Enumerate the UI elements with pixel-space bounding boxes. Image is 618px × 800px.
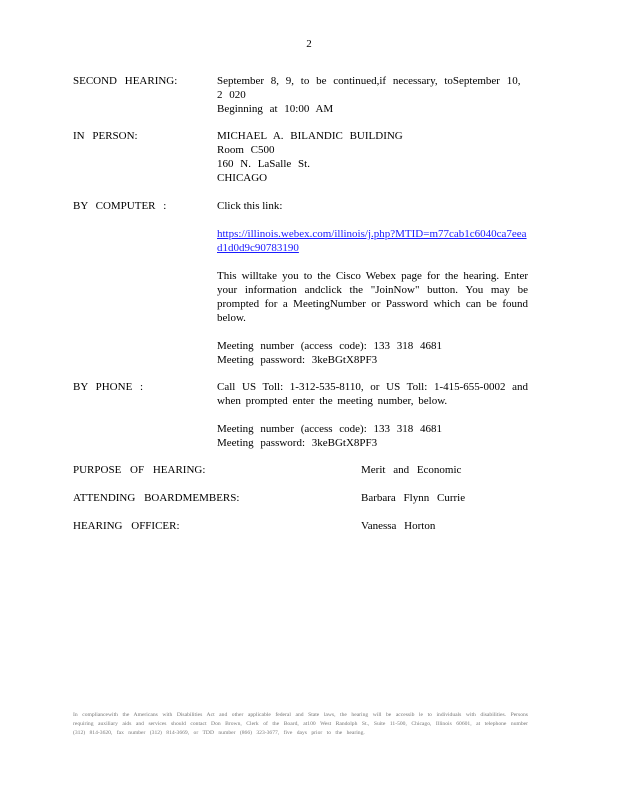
second-hearing-details	[217, 74, 528, 116]
street-address: 160 N. LaSalle St.	[217, 158, 310, 170]
phone-meeting-number: Meeting number (access code): 133 318 4681	[217, 423, 442, 435]
officer-value: Vanessa Horton	[361, 520, 436, 532]
click-link-intro: Click this link:	[217, 200, 283, 212]
webex-link[interactable]: https://illinois.webex.com/illinois/j.php?MTID=m77cab1c6040ca7eead1d0d9c90783190	[217, 228, 527, 254]
accessibility-notice: In compliancewith the Americans with Disabilities Act and other applicable federal and State laws, the hearing will be accessib le to individuals with disabilities. Persons requiring auxiliary aids and services should contact Don Brown, Clerk of the Board, at100 West Randolph St., Suite 11-500, Chicago, Illinois 60601, at telephone number (312) 814-3620, fax number (312) 814-3669, or TDD number (866) 323-3677, five days prior to the hearing.	[73, 712, 528, 736]
second-hearing-year: 2 020	[217, 89, 246, 101]
building-name: MICHAEL A. BILANDIC BUILDING	[217, 130, 403, 142]
phone-instructions: Call US Toll: 1-312-535-8110, or US Toll: 1-415-655-0002 and when prompted enter the meeting number, below.	[217, 381, 528, 407]
computer-meeting-number: Meeting number (access code): 133 318 4681	[217, 340, 442, 352]
in-person-address	[217, 129, 528, 185]
by-phone-label: BY PHONE :	[73, 381, 144, 393]
attending-value: Barbara Flynn Currie	[361, 492, 466, 504]
computer-meeting-password: Meeting password: 3keBGtX8PF3	[217, 354, 378, 366]
purpose-value: Merit and Economic	[361, 464, 462, 476]
by-computer-details	[217, 199, 528, 367]
attending-label: ATTENDING BOARDMEMBERS:	[73, 492, 240, 504]
second-hearing-start-time: Beginning at 10:00 AM	[217, 103, 334, 115]
computer-instructions: This willtake you to the Cisco Webex page for the hearing. Enter your information andclick the "JoinNow" button. You may be prompted for a MeetingNumber or Password which can be found below.	[217, 270, 528, 324]
second-hearing-dates: September 8, 9, to be continued,if necessary, toSeptember 10,	[217, 75, 521, 87]
room-number: Room C500	[217, 144, 275, 156]
phone-meeting-password: Meeting password: 3keBGtX8PF3	[217, 437, 378, 449]
purpose-label: PURPOSE OF HEARING:	[73, 464, 206, 476]
by-computer-label: BY COMPUTER :	[73, 200, 167, 212]
officer-label: HEARING OFFICER:	[73, 520, 180, 532]
second-hearing-label: SECOND HEARING:	[73, 75, 178, 87]
by-phone-details	[217, 380, 528, 450]
in-person-label: IN PERSON:	[73, 130, 138, 142]
page-number: 2	[306, 38, 312, 50]
city: CHICAGO	[217, 172, 268, 184]
